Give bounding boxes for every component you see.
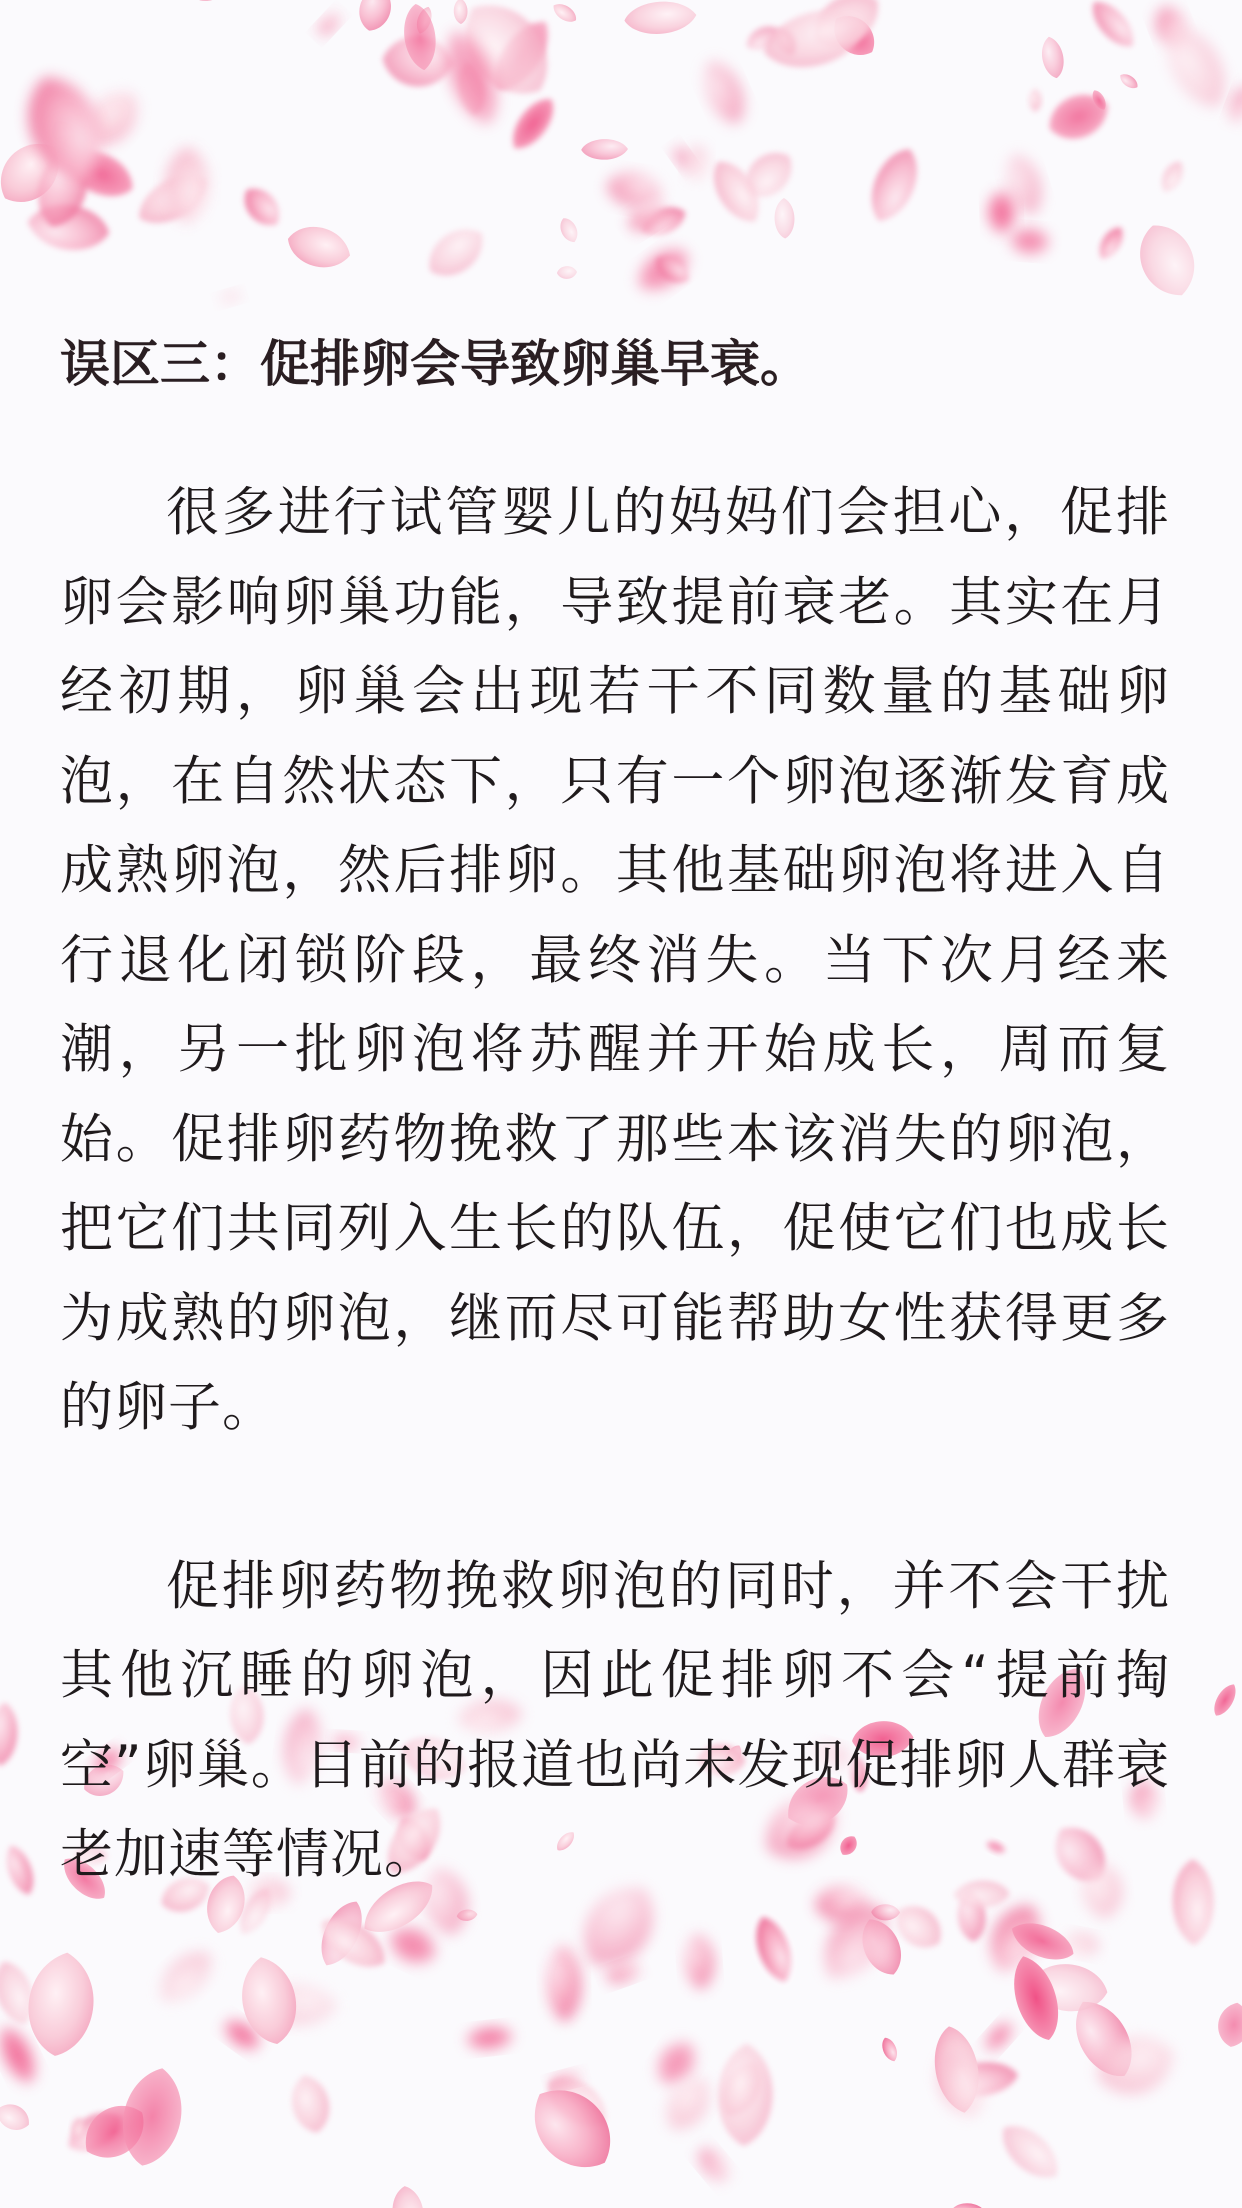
- petal: [502, 0, 558, 1]
- petal: [1225, 84, 1242, 126]
- petal: [1029, 89, 1041, 112]
- petal: [1084, 0, 1141, 54]
- petal: [1157, 158, 1188, 196]
- article-heading: 误区三：促排卵会导致卵巢早衰。: [60, 335, 810, 393]
- petal: [557, 266, 578, 280]
- petal: [1209, 1680, 1241, 1719]
- petal: [0, 1701, 20, 1766]
- petal: [389, 2184, 426, 2208]
- petal: [992, 2115, 1068, 2189]
- petal: [550, 0, 580, 26]
- petal: [419, 218, 493, 287]
- petal: [1117, 71, 1140, 92]
- petal: [950, 2202, 986, 2208]
- petal: [693, 2142, 735, 2187]
- petal: [0, 2099, 34, 2136]
- petal: [716, 2043, 774, 2147]
- petal: [287, 2071, 335, 2136]
- petal: [114, 2062, 190, 2171]
- petal: [23, 1949, 100, 2060]
- petal: [1129, 216, 1206, 306]
- petal: [683, 1932, 716, 1990]
- petal: [186, 0, 240, 9]
- petal: [1042, 85, 1116, 147]
- petal: [283, 220, 355, 274]
- article: [60, 330, 1170, 1900]
- petal: [1215, 2000, 1242, 2049]
- petal: [1039, 35, 1067, 80]
- article-paragraph-1: 很多进行试管婴儿的妈妈们会担心，促排卵会影响卵巢功能，导致提前衰老。其实在月经初期，卵巢会出现若干不同数量的基础卵泡，在自然状态下，只有一个卵泡逐渐发育成成熟卵泡，然后排卵。其他基础卵泡将进入自行退化闭锁阶段，最终消失。当下次月经来潮，另一批卵泡将苏醒并开始成长，周而复始。促排卵药物挽救了那些本该消失的卵泡，把它们共同列入生长的队伍，促使它们也成长为成熟的卵泡，继而尽可能帮助女性获得更多的卵子。: [60, 482, 1170, 1438]
- petal: [1094, 223, 1128, 263]
- petal: [354, 0, 396, 35]
- petal: [464, 2024, 514, 2052]
- petal: [1009, 226, 1051, 255]
- petal: [980, 2017, 1018, 2057]
- petal: [217, 289, 242, 307]
- petal: [1172, 1859, 1214, 1946]
- petal: [623, 0, 697, 37]
- petal: [314, 9, 343, 39]
- petal: [1, 1842, 40, 1898]
- petal: [749, 1912, 800, 1987]
- petal: [504, 91, 563, 157]
- petal: [453, 0, 467, 24]
- petal: [237, 181, 288, 233]
- petal: [879, 2035, 901, 2063]
- petal: [150, 1942, 221, 2012]
- petal: [557, 215, 582, 245]
- article-paragraph-2: 促排卵药物挽救卵泡的同时，并不会干扰其他沉睡的卵泡，因此促排卵不会“提前掏空”卵巢。目前的报道也尚未发现促排卵人群衰老加速等情况。: [60, 1555, 1170, 1885]
- petal: [695, 54, 753, 130]
- petal: [774, 198, 795, 239]
- petal: [684, 145, 709, 181]
- petal: [546, 1944, 582, 2022]
- petal: [581, 139, 628, 160]
- petal: [861, 142, 927, 229]
